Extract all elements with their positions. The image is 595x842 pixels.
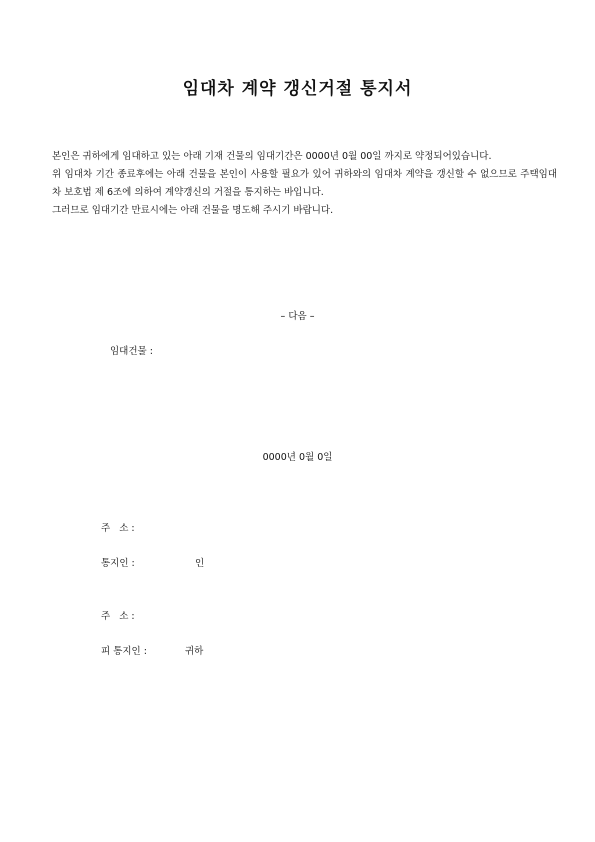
paragraph-lease-period: 본인은 귀하에게 임대하고 있는 아래 기재 건물의 임대기간은 0000년 0월 00일 까지로 약정되어있습니다. xyxy=(52,151,492,162)
rental-building-label: 임대건물 : xyxy=(110,346,153,357)
paragraph-renewal-refusal: 위 임대차 기간 종료후에는 아래 건물을 본인이 사용할 필요가 있어 귀하와의 임대차 계약을 갱신할 수 없으므로 주택임대차 보호법 제 6조에 의하여 계약갱신의 거절을 통지하는 바입니다. xyxy=(52,169,557,198)
heading-next: – 다음 – xyxy=(280,311,315,322)
document-title: 임대차 계약 갱신거절 통지서 xyxy=(182,79,413,99)
body-text xyxy=(52,148,557,220)
sender-seal: 인 xyxy=(195,558,205,569)
recipient-name-label: 피 통지인 : xyxy=(101,646,147,657)
sender-name-label: 통지인 : xyxy=(101,558,135,569)
notice-date: 0000년 0월 0일 xyxy=(262,452,333,463)
recipient-address-label: 주 소 : xyxy=(101,611,135,622)
recipient-honorific: 귀하 xyxy=(185,646,204,657)
sender-address-label: 주 소 : xyxy=(101,523,135,534)
paragraph-vacate-request: 그러므로 임대기간 만료시에는 아래 건물을 명도해 주시기 바랍니다. xyxy=(52,205,334,216)
